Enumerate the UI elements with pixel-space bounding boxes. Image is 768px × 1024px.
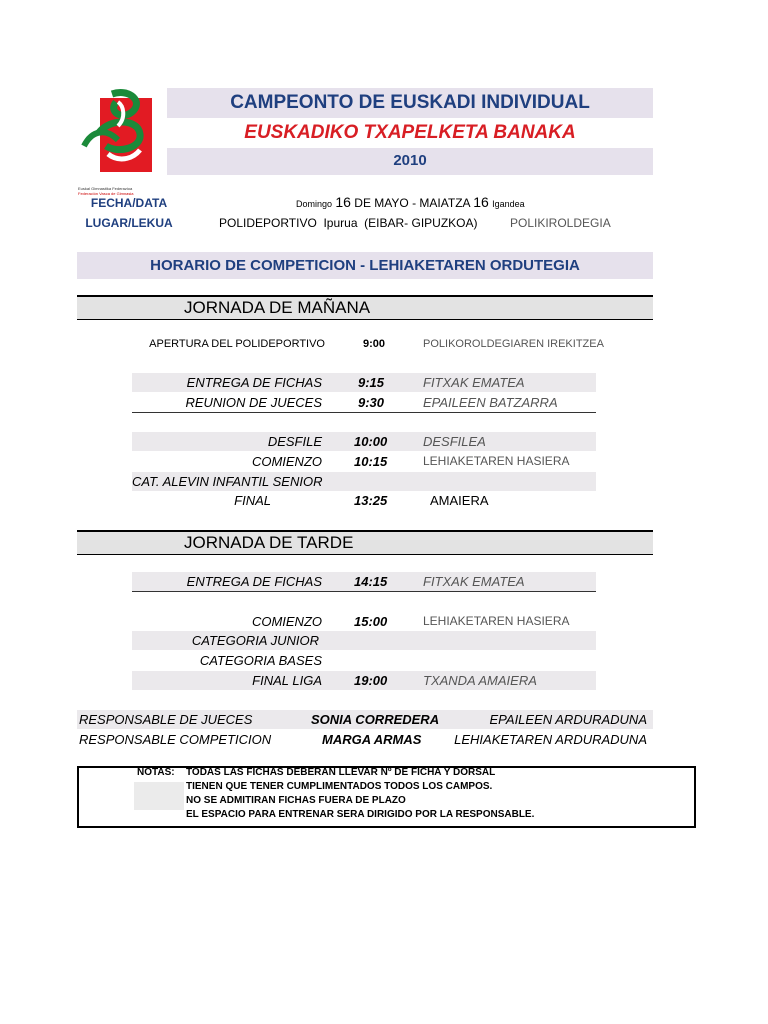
row-time: 14:15 bbox=[354, 574, 388, 589]
schedule-row bbox=[132, 651, 596, 670]
row-activity: CATEGORIA JUNIOR bbox=[191, 633, 319, 648]
row-activity: ENTREGA DE FICHAS bbox=[186, 375, 322, 390]
afternoon-title: JORNADA DE TARDE bbox=[184, 533, 354, 552]
row-time: 9:30 bbox=[358, 395, 385, 410]
notes-line: TODAS LAS FICHAS DEBERAN LLEVAR Nº DE FICHA Y DORSAL bbox=[186, 767, 496, 778]
row-time: 10:00 bbox=[354, 434, 388, 449]
page-title: CAMPEONTO DE EUSKADI INDIVIDUAL bbox=[230, 92, 590, 113]
schedule-row bbox=[132, 373, 596, 392]
row-time: 15:00 bbox=[354, 614, 388, 629]
schedule-title: HORARIO DE COMPETICION - LEHIAKETAREN ORDUTEGIA bbox=[150, 257, 580, 274]
federation-logo bbox=[78, 88, 168, 194]
morning-section-header bbox=[77, 295, 653, 320]
row-time: 9:15 bbox=[358, 375, 385, 390]
row-activity-eu: LEHIAKETAREN HASIERA bbox=[423, 614, 570, 628]
schedule-row bbox=[132, 452, 596, 471]
responsible-row bbox=[77, 730, 653, 749]
row-activity: FINAL LIGA bbox=[252, 673, 322, 688]
row-time: 10:15 bbox=[354, 454, 388, 469]
responsible-role-eu: LEHIAKETAREN ARDURADUNA bbox=[454, 732, 647, 747]
row-time: 13:25 bbox=[354, 493, 388, 508]
schedule-row bbox=[132, 572, 596, 592]
row-activity-eu: EPAILEEN BATZARRA bbox=[423, 395, 558, 410]
row-activity: CAT. ALEVIN INFANTIL SENIOR bbox=[132, 474, 323, 489]
row-activity: CATEGORIA BASES bbox=[199, 653, 322, 668]
opening-row bbox=[77, 335, 653, 354]
afternoon-section-header bbox=[77, 530, 653, 555]
responsible-role: RESPONSABLE DE JUECES bbox=[79, 712, 253, 727]
responsible-role: RESPONSABLE COMPETICION bbox=[79, 732, 272, 747]
gymnast-logo-icon bbox=[78, 88, 168, 178]
responsible-role-eu: EPAILEEN ARDURADUNA bbox=[489, 712, 647, 727]
row-activity-eu: LEHIAKETAREN HASIERA bbox=[423, 454, 570, 468]
notes-line: EL ESPACIO PARA ENTRENAR SERA DIRIGIDO POR LA RESPONSABLE. bbox=[186, 809, 535, 820]
lugar-label: LUGAR/LEKUA bbox=[85, 216, 173, 230]
notes-line: NO SE ADMITIRAN FICHAS FUERA DE PLAZO bbox=[186, 795, 406, 806]
fecha-num1: 16 bbox=[335, 194, 351, 210]
opening-es: APERTURA DEL POLIDEPORTIVO bbox=[149, 338, 325, 350]
responsible-name: MARGA ARMAS bbox=[322, 732, 422, 747]
schedule-row bbox=[132, 432, 596, 451]
lugar-value: POLIDEPORTIVO Ipurua (EIBAR- GIPUZKOA) bbox=[219, 216, 478, 230]
row-activity-eu: TXANDA AMAIERA bbox=[423, 673, 537, 688]
fecha-label: FECHA/DATA bbox=[90, 196, 168, 210]
page-subtitle: EUSKADIKO TXAPELKETA BANAKA bbox=[244, 122, 576, 143]
schedule-row bbox=[132, 612, 596, 631]
row-activity: COMIENZO bbox=[251, 614, 322, 629]
year: 2010 bbox=[393, 152, 427, 169]
responsible-name: SONIA CORREDERA bbox=[311, 712, 440, 727]
row-activity: COMIENZO bbox=[251, 454, 322, 469]
schedule-row bbox=[132, 631, 596, 650]
schedule-row bbox=[132, 491, 596, 510]
schedule-row bbox=[132, 671, 596, 690]
row-activity: REUNION DE JUECES bbox=[185, 395, 322, 410]
morning-title: JORNADA DE MAÑANA bbox=[184, 298, 371, 317]
fecha-suffix: Igandea bbox=[492, 199, 525, 209]
schedule-row bbox=[132, 393, 596, 413]
row-activity-eu: DESFILEA bbox=[423, 434, 486, 449]
notes-label: NOTAS: bbox=[137, 767, 175, 778]
fecha-text: DE MAYO - MAIATZA bbox=[354, 196, 470, 210]
row-time: 19:00 bbox=[354, 673, 388, 688]
opening-eu: POLIKOROLDEGIAREN IREKITZEA bbox=[423, 338, 604, 350]
logo-text-1: Euskal Gimnastika Federazioa bbox=[78, 186, 133, 191]
logo-text-2: Federación Vasca de Gimnasia bbox=[78, 191, 134, 196]
fecha-value bbox=[296, 194, 525, 210]
row-activity-eu: FITXAK EMATEA bbox=[423, 375, 525, 390]
row-activity-eu: FITXAK EMATEA bbox=[423, 574, 525, 589]
schedule-row bbox=[132, 472, 596, 491]
responsible-row bbox=[77, 710, 653, 729]
row-activity: DESFILE bbox=[267, 434, 322, 449]
fecha-day: Domingo bbox=[296, 199, 333, 209]
row-activity: FINAL bbox=[234, 493, 271, 508]
notes-shade bbox=[134, 782, 184, 810]
notes-line: TIENEN QUE TENER CUMPLIMENTADOS TODOS LOS CAMPOS. bbox=[186, 781, 493, 792]
row-activity: ENTREGA DE FICHAS bbox=[186, 574, 322, 589]
lugar-value-eu: POLIKIROLDEGIA bbox=[510, 216, 611, 230]
row-activity-eu: AMAIERA bbox=[430, 493, 489, 508]
fecha-num2: 16 bbox=[473, 194, 489, 210]
notes-box bbox=[77, 766, 696, 828]
opening-time: 9:00 bbox=[363, 338, 386, 350]
